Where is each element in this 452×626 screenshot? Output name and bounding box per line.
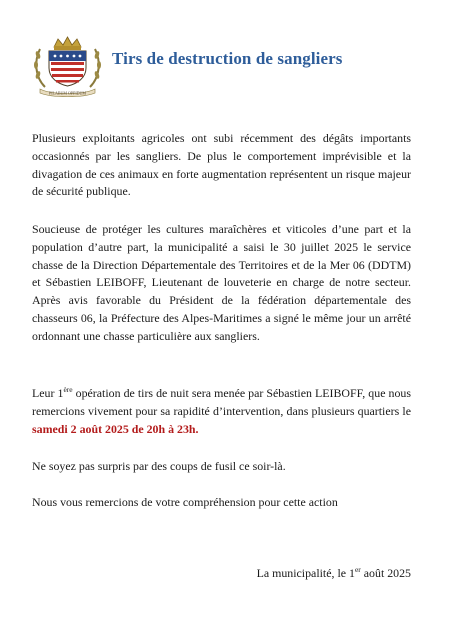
paragraph-damages: Plusieurs exploitants agricoles ont subi récemment des dégâts importants occasionnés par les sangliers. De plus le comportement imprévisible et la divagation de ces animaux en forte augmentation représentent un risque majeur de sécurité publique. — [32, 131, 411, 199]
operation-lead: Leur 1 — [32, 386, 64, 400]
paragraph-thanks: Nous vous remercions de votre compréhension pour cette action — [32, 495, 338, 509]
paragraph-warning: Ne soyez pas surpris par des coups de fusil ce soir-là. — [32, 459, 286, 473]
crest-motto: PILABUM OPPIDUM — [48, 90, 87, 96]
operation-date-highlight: samedi 2 août 2025 de 20h à 23h. — [32, 421, 199, 436]
page-title: Tirs de destruction de sangliers — [112, 49, 343, 68]
operation-text: opération de tirs de nuit sera menée par Sébastien LEIBOFF, que nous remercions vivement pour sa rapidité d’intervention, dans plusieurs quartiers le — [32, 386, 411, 418]
signature-ordinal: er — [354, 565, 361, 574]
paragraph-operation — [32, 385, 411, 438]
operation-ordinal: ère — [63, 385, 73, 394]
municipal-crest-logo — [32, 35, 103, 98]
signature-line — [257, 566, 411, 581]
signature-date: août 2025 — [360, 566, 411, 580]
signature-lead: La municipalité, le 1 — [256, 566, 355, 580]
paragraph-authorization: Soucieuse de protéger les cultures maraîchères et viticoles d’une part et la population d’autre part, la municipalité a saisi le 30 juillet 2025 le service chasse de la Direction Départementale des Territoires et de la Mer 06 (DDTM) et Sébastien LEIBOFF, Lieutenant de louveterie en charge de notre secteur. Après avis favorable du Président de la fédération départementale des chasseurs 06, la Préfecture des Alpes-Maritimes a signé le même jour un arrêté ordonnant une chasse particulière aux sangliers. — [32, 222, 411, 343]
